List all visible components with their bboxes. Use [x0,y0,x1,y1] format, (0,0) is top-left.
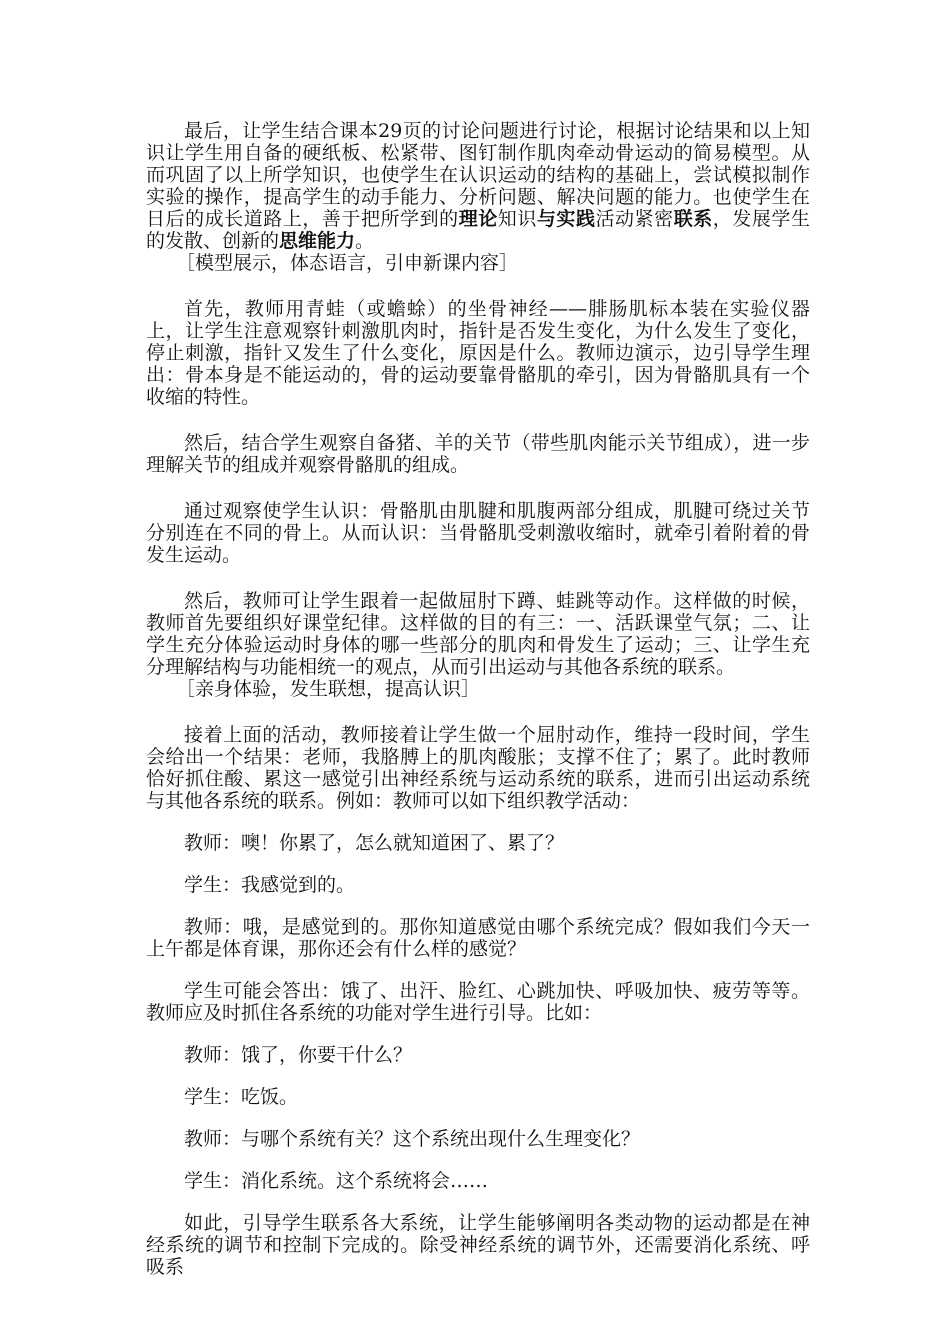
paragraph-frog-experiment: 首先，教师用青蛙（或蟾蜍）的坐骨神经——腓肠肌标本装在实验仪器上，让学生注意观察针刺激肌肉时，指针是否发生变化，为什么发生了变化，停止刺激，指针又发生了什么变化，原因是什么。教师边演示，边引导学生理出：骨本身是不能运动的，骨的运动要靠骨骼肌的牵引，因为骨骼肌具有一个收缩的特性。 [146,298,810,408]
paragraph-model-making [146,120,810,252]
paragraph-student-answers: 学生可能会答出：饿了、出汗、脸红、心跳加快、呼吸加快、疲劳等等。教师应及时抓住各系统的功能对学生进行引导。比如： [146,980,810,1024]
bold-term-practice: 与实践 [536,208,596,230]
text-run: 知识 [497,208,537,230]
dialogue-student-2: 学生：吃饭。 [184,1086,299,1108]
text-run: ，发展学生的发散、创新的 [146,208,810,252]
paragraph-class-activity: 然后，教师可让学生跟着一起做屈肘下蹲、蛙跳等动作。这样做的时候，教师首先要组织好课堂纪律。这样做的目的有三：一、活跃课堂气氛；二、让学生充分体验运动时身体的哪一些部分的肌肉和骨发生了运动；三、让学生充分理解结构与功能相统一的观点，从而引出运动与其他各系统的联系。 [146,590,810,678]
text-run: 。 [355,230,375,252]
bold-term-thinking-ability: 思维能力 [279,230,356,252]
paragraph-joint-observation: 然后，结合学生观察自备猪、羊的关节（带些肌肉能示关节组成），进一步理解关节的组成并观察骨骼肌的组成。 [146,432,810,476]
bold-term-theory: 理论 [458,208,498,230]
text-run: 活动紧密 [595,208,674,230]
text-run: 最后，让学生结合课本29页的讨论问题进行讨论，根据讨论结果和以上知识让学生用自备的硬纸板、松紧带、图钉制作肌肉牵动骨运动的简易模型。从而巩固了以上所学知识，也使学生在认识运动的结构的基础上，尝试模拟制作实验的操作，提高学生的动手能力、分析问题、解决问题的能力。也使学生在日后的成长道路上，善于把所学到的 [146,120,810,230]
paragraph-muscle-structure: 通过观察使学生认识：骨骼肌由肌腱和肌腹两部分组成，肌腱可绕过关节分别连在不同的骨上。从而认识：当骨骼肌受刺激收缩时，就牵引着附着的骨发生运动。 [146,500,810,566]
dialogue-teacher-1: 教师：噢！你累了，怎么就知道困了、累了？ [184,832,565,854]
dialogue-teacher-2: 教师：哦，是感觉到的。那你知道感觉由哪个系统完成？假如我们今天一上午都是体育课，那你还会有什么样的感觉？ [146,916,810,960]
bold-term-connection: 联系 [673,208,713,230]
section-heading-model-display: ［模型展示，体态语言，引申新课内容］ [176,252,519,274]
paragraph-systems-summary: 如此，引导学生联系各大系统，让学生能够阐明各类动物的运动都是在神经系统的调节和控制下完成的。除受神经系统的调节外，还需要消化系统、呼吸系 [146,1212,810,1278]
paragraph-elbow-activity: 接着上面的活动，教师接着让学生做一个屈肘动作，维持一段时间，学生会给出一个结果：老师，我胳膊上的肌肉酸胀；支撑不住了；累了。此时教师恰好抓住酸、累这一感觉引出神经系统与运动系统的联系，进而引出运动系统与其他各系统的联系。例如：教师可以如下组织教学活动： [146,724,810,812]
dialogue-teacher-3: 教师：饿了，你要干什么？ [184,1044,413,1066]
document-page [146,120,810,1278]
dialogue-student-1: 学生：我感觉到的。 [184,874,356,896]
section-heading-experience: ［亲身体验，发生联想，提高认识］ [176,678,481,700]
dialogue-student-3: 学生：消化系统。这个系统将会…… [184,1170,489,1192]
dialogue-teacher-4: 教师：与哪个系统有关？这个系统出现什么生理变化？ [184,1128,641,1150]
